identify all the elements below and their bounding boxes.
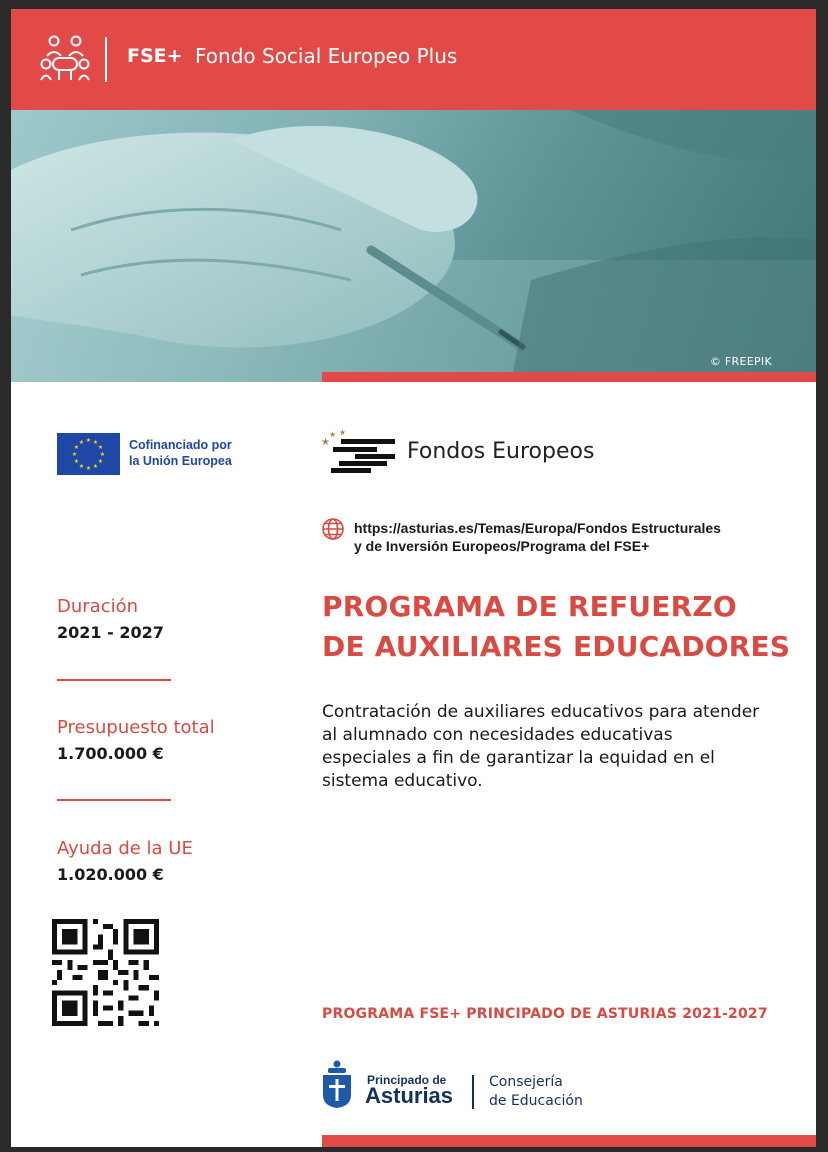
stat-divider bbox=[57, 799, 171, 801]
program-description: Contratación de auxiliares educativos para atender al alumnado con necesidades educativas especiales a fin de garantizar la equidad en el sistema educativo. bbox=[322, 702, 760, 791]
svg-text:★: ★ bbox=[97, 458, 104, 465]
eu-cofinancing-text bbox=[129, 437, 232, 469]
program-url-link[interactable] bbox=[354, 519, 804, 555]
qr-code[interactable] bbox=[52, 919, 159, 1026]
asturias-divider bbox=[472, 1075, 474, 1109]
budget-label: Presupuesto total bbox=[57, 717, 215, 738]
accent-bar-bottom bbox=[322, 1135, 816, 1147]
photo-credit: © FREEPIK bbox=[709, 355, 772, 368]
program-title bbox=[322, 587, 802, 667]
eu-aid-value: 1.020.000 € bbox=[57, 865, 164, 884]
svg-text:★: ★ bbox=[71, 451, 78, 458]
header-band bbox=[11, 9, 816, 110]
url-line2: y de Inversión Europeos/Programa del FSE+ bbox=[354, 538, 650, 554]
hand-writing-illustration bbox=[11, 110, 816, 382]
svg-text:★: ★ bbox=[92, 439, 99, 446]
title-line2: DE AUXILIARES EDUCADORES bbox=[322, 630, 791, 663]
svg-text:★: ★ bbox=[73, 444, 80, 451]
program-period-tag: PROGRAMA FSE+ PRINCIPADO DE ASTURIAS 2021-2027 bbox=[322, 1006, 768, 1022]
svg-text:★: ★ bbox=[321, 437, 330, 448]
svg-text:★: ★ bbox=[329, 430, 337, 439]
url-line1: https://asturias.es/Temas/Europa/Fondos Estructurales bbox=[354, 520, 721, 536]
svg-text:★: ★ bbox=[78, 463, 85, 470]
svg-text:★: ★ bbox=[99, 451, 106, 458]
svg-text:★: ★ bbox=[78, 439, 85, 446]
svg-text:★: ★ bbox=[92, 463, 99, 470]
svg-text:★: ★ bbox=[85, 465, 92, 472]
fondos-europeos-logo bbox=[321, 427, 621, 481]
svg-text:★: ★ bbox=[339, 428, 347, 437]
fondos-europeos-icon bbox=[321, 427, 401, 481]
eu-text-line1: Cofinanciado por bbox=[129, 438, 232, 452]
accent-bar-top bbox=[322, 372, 816, 382]
fondos-europeos-label: Fondos Europeos bbox=[407, 439, 595, 464]
svg-text:★: ★ bbox=[73, 458, 80, 465]
duration-value: 2021 - 2027 bbox=[57, 623, 164, 642]
consejeria-label bbox=[489, 1073, 583, 1111]
dept-line2: de Educación bbox=[489, 1093, 583, 1109]
asturias-small-text: Principado de bbox=[367, 1073, 447, 1087]
poster-page bbox=[11, 9, 816, 1147]
people-meeting-icon bbox=[39, 34, 91, 84]
budget-value: 1.700.000 € bbox=[57, 744, 164, 763]
header-divider bbox=[105, 37, 107, 82]
eu-text-line2: la Unión Europea bbox=[129, 454, 232, 468]
brand-short: FSE+ bbox=[127, 45, 183, 67]
asturias-big-text: Asturias bbox=[365, 1083, 454, 1108]
brand-full-name: Fondo Social Europeo Plus bbox=[195, 44, 458, 68]
svg-text:★: ★ bbox=[85, 437, 92, 444]
hero-photo bbox=[11, 110, 816, 382]
eu-flag-icon bbox=[57, 433, 120, 475]
asturias-crest-icon bbox=[321, 1059, 353, 1109]
svg-text:★: ★ bbox=[97, 444, 104, 451]
eu-aid-label: Ayuda de la UE bbox=[57, 838, 193, 859]
stat-divider bbox=[57, 679, 171, 681]
eu-cofinancing-logo bbox=[57, 433, 257, 475]
globe-icon bbox=[321, 517, 345, 541]
title-line1: PROGRAMA DE REFUERZO bbox=[322, 590, 737, 623]
dept-line1: Consejería bbox=[489, 1074, 563, 1090]
duration-label: Duración bbox=[57, 596, 139, 617]
principado-asturias-logo bbox=[321, 1057, 641, 1113]
